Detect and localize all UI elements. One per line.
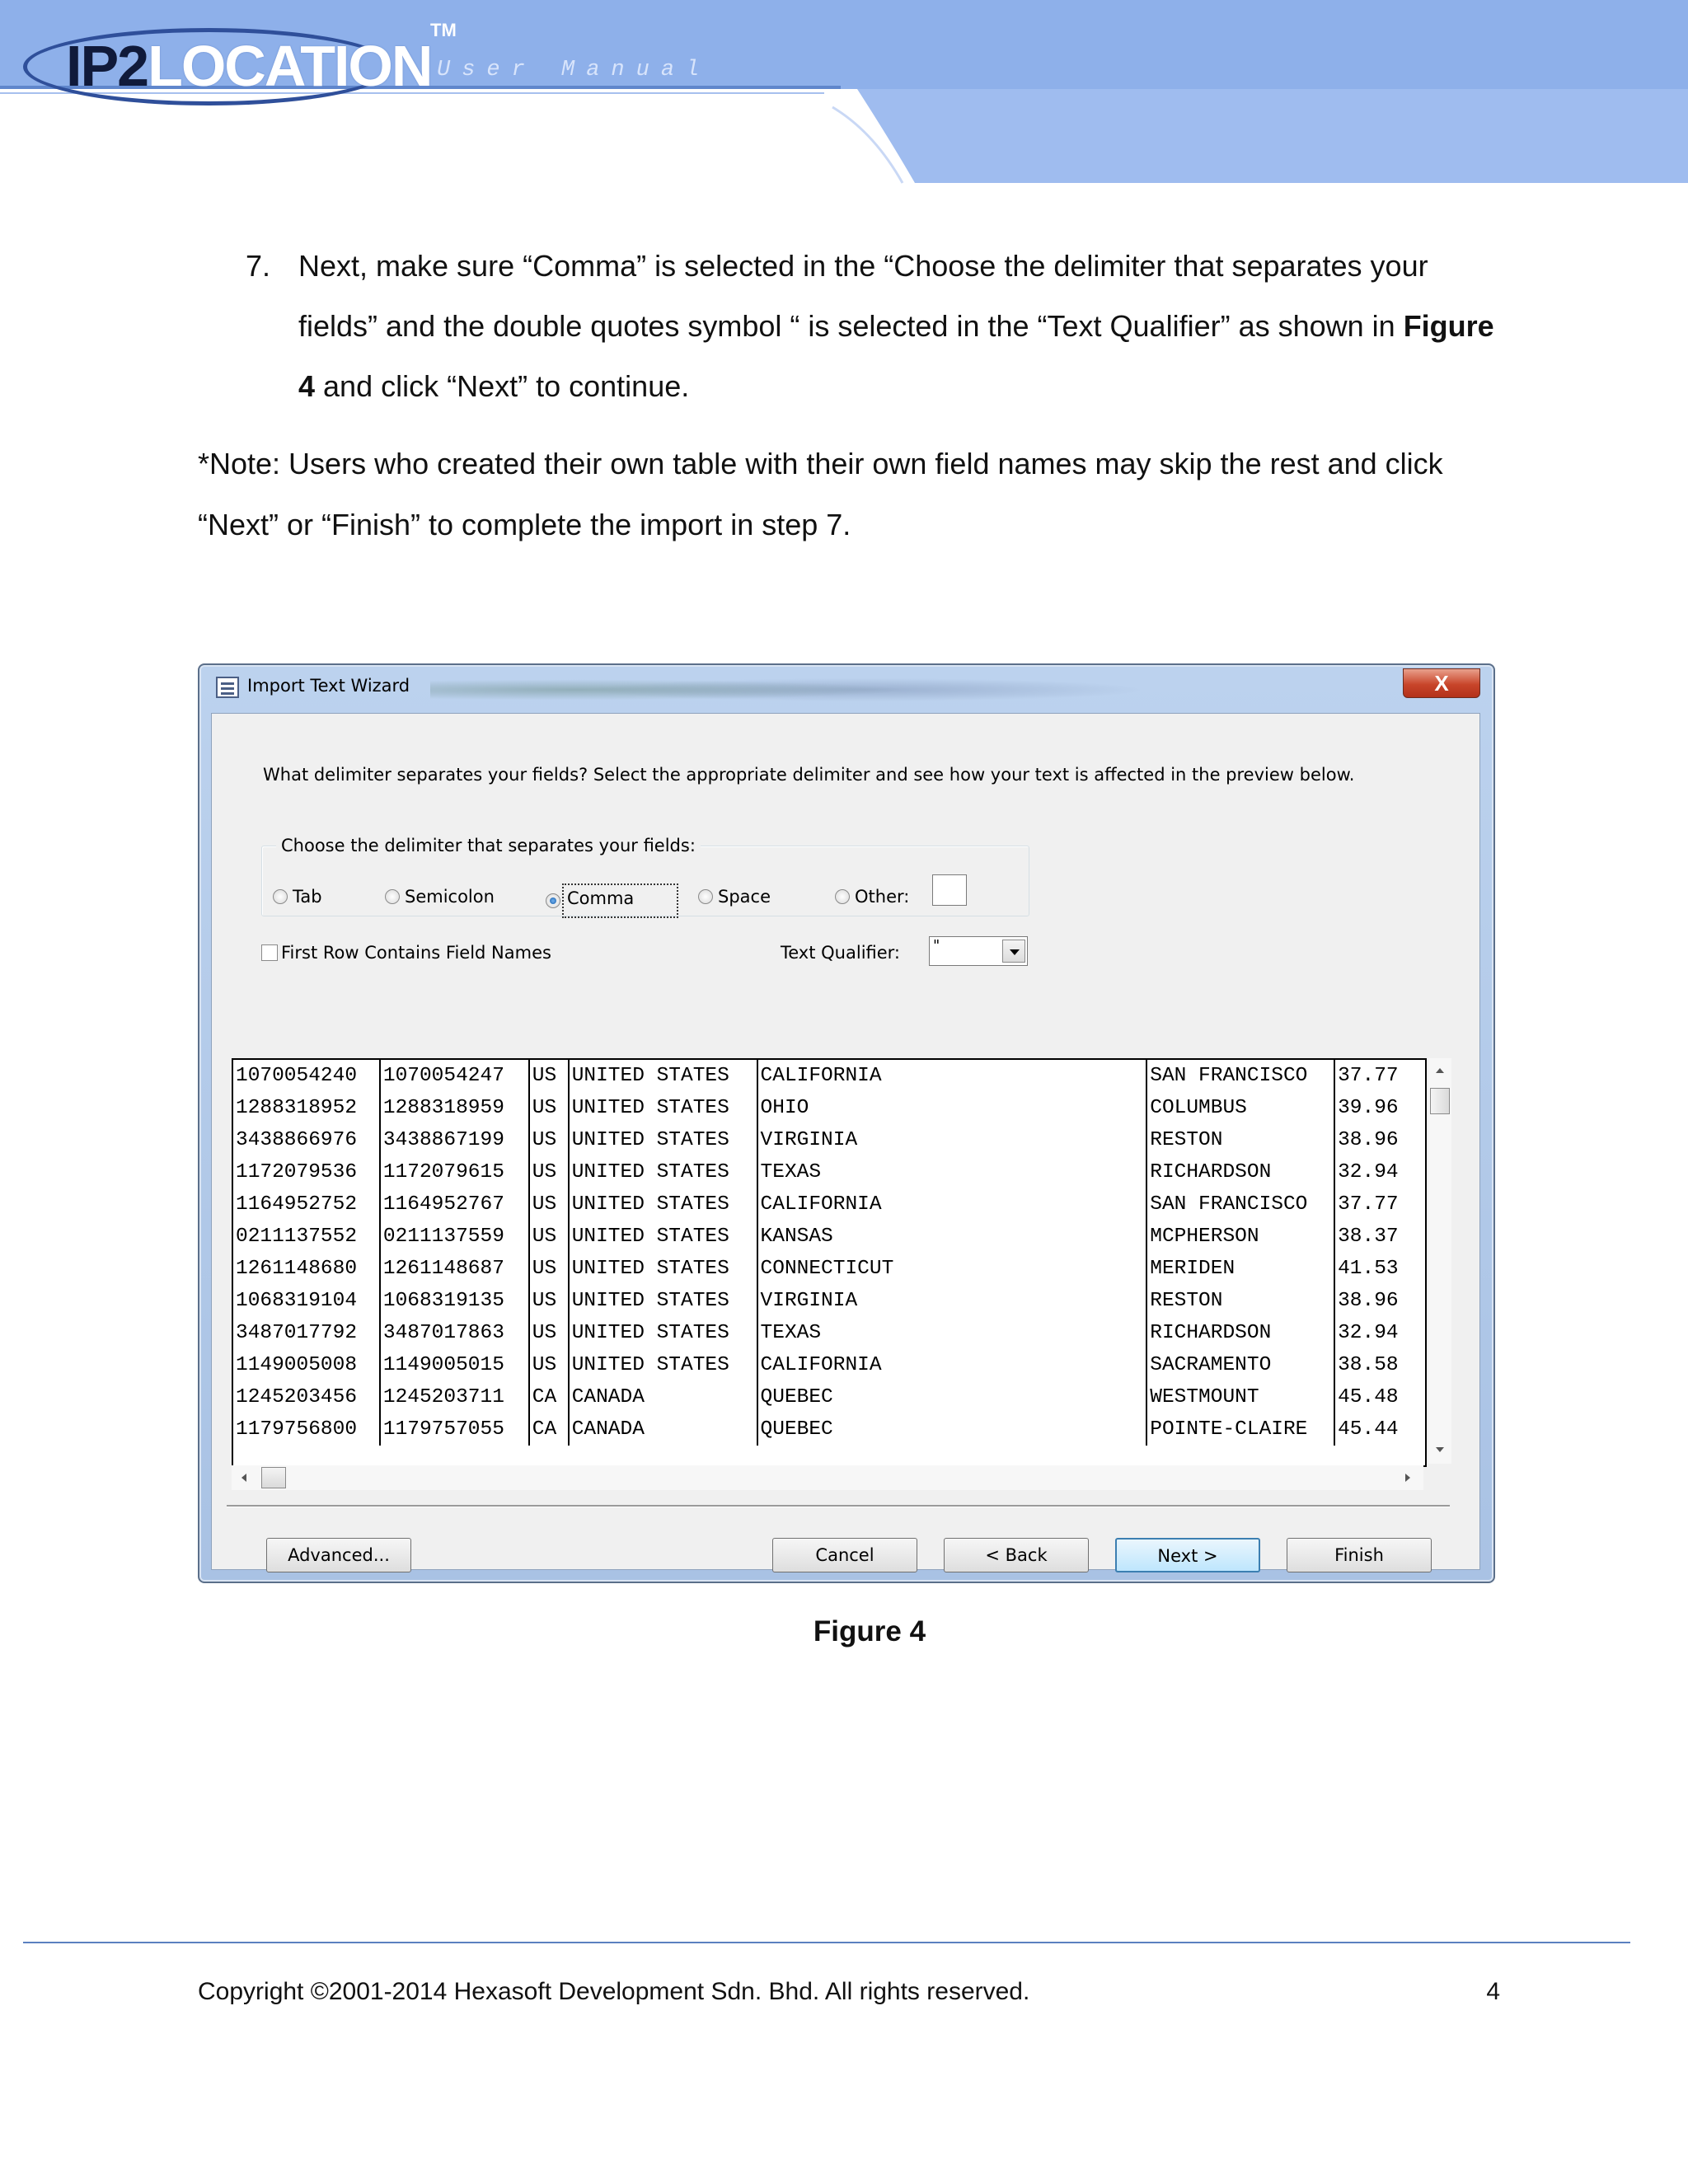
dialog-title: Import Text Wizard — [247, 676, 410, 696]
table-cell: POINTE-CLAIRE — [1146, 1413, 1334, 1446]
table-row — [233, 1221, 1425, 1253]
preview-table — [233, 1060, 1425, 1446]
table-cell: CANADA — [569, 1381, 757, 1413]
text-qualifier-label: Text Qualifier: — [781, 943, 901, 963]
table-cell: 37.77 — [1334, 1188, 1425, 1221]
header-banner — [0, 0, 1688, 190]
table-row — [233, 1349, 1425, 1381]
chevron-down-icon[interactable] — [1002, 940, 1025, 963]
radio-button-icon — [385, 889, 400, 904]
table-cell: 1070054247 — [380, 1060, 529, 1092]
radio-selected-icon — [546, 893, 560, 908]
table-cell: UNITED STATES — [569, 1317, 757, 1349]
first-row-field-names-label: First Row Contains Field Names — [281, 943, 551, 963]
table-cell: 0211137559 — [380, 1221, 529, 1253]
radio-space[interactable] — [698, 887, 771, 907]
table-cell: 1245203456 — [236, 1386, 358, 1408]
cancel-button[interactable]: Cancel — [772, 1538, 917, 1572]
table-cell: US — [529, 1253, 569, 1285]
table-cell: 1172079615 — [380, 1156, 529, 1188]
user-manual-label: User Manual — [437, 58, 711, 82]
table-cell: RICHARDSON — [1146, 1317, 1334, 1349]
logo-trademark: TM — [430, 20, 457, 40]
radio-comma[interactable] — [546, 887, 675, 915]
table-cell: 3438866976 — [236, 1129, 358, 1151]
table-cell: SAN FRANCISCO — [1146, 1060, 1334, 1092]
horizontal-scrollbar[interactable] — [232, 1465, 1423, 1490]
figure-reference: Figure 4 — [298, 309, 1494, 403]
table-cell: 1172079536 — [236, 1161, 358, 1183]
table-row — [233, 1413, 1425, 1446]
table-cell: US — [529, 1124, 569, 1156]
table-cell: 1261148680 — [236, 1258, 358, 1280]
table-cell: 1068319135 — [380, 1285, 529, 1317]
horizontal-scroll-thumb[interactable] — [261, 1467, 286, 1488]
table-cell: UNITED STATES — [569, 1092, 757, 1124]
scroll-right-icon[interactable] — [1405, 1474, 1410, 1482]
table-cell: QUEBEC — [757, 1381, 1147, 1413]
table-cell: KANSAS — [757, 1221, 1147, 1253]
table-cell: CALIFORNIA — [757, 1349, 1147, 1381]
table-row — [233, 1060, 1425, 1092]
table-cell: VIRGINIA — [757, 1124, 1147, 1156]
table-cell: 38.58 — [1334, 1349, 1425, 1381]
ip2location-logo — [18, 12, 457, 98]
button-separator — [227, 1505, 1450, 1507]
table-row — [233, 1092, 1425, 1124]
table-cell: US — [529, 1188, 569, 1221]
table-cell: COLUMBUS — [1146, 1092, 1334, 1124]
page-number: 4 — [1486, 1978, 1500, 2005]
finish-button[interactable]: Finish — [1287, 1538, 1432, 1572]
scroll-up-icon[interactable] — [1436, 1068, 1444, 1073]
scroll-down-icon[interactable] — [1436, 1447, 1444, 1452]
radio-space-label: Space — [718, 887, 771, 907]
table-cell: 32.94 — [1334, 1317, 1425, 1349]
footer-divider — [23, 1942, 1630, 1943]
table-cell: 1164952767 — [380, 1188, 529, 1221]
table-cell: 3487017792 — [236, 1322, 358, 1344]
table-cell: QUEBEC — [757, 1413, 1147, 1446]
table-row — [233, 1156, 1425, 1188]
table-row — [233, 1253, 1425, 1285]
table-cell: CA — [529, 1413, 569, 1446]
table-cell: CONNECTICUT — [757, 1253, 1147, 1285]
table-cell: 1149005008 — [236, 1354, 358, 1376]
logo-ip2: IP2 — [66, 34, 148, 98]
table-cell: 1245203711 — [380, 1381, 529, 1413]
radio-comma-label: Comma — [565, 887, 675, 915]
table-cell: CALIFORNIA — [757, 1060, 1147, 1092]
table-cell: 38.96 — [1334, 1285, 1425, 1317]
table-cell: 38.96 — [1334, 1124, 1425, 1156]
radio-button-icon — [273, 889, 288, 904]
table-cell: US — [529, 1092, 569, 1124]
table-cell: CALIFORNIA — [757, 1188, 1147, 1221]
table-cell: 1179756800 — [236, 1418, 358, 1441]
table-cell: 1164952752 — [236, 1193, 358, 1216]
close-button[interactable]: X — [1403, 668, 1480, 698]
text-qualifier-select[interactable] — [929, 936, 1028, 966]
logo-location: LOCATION — [148, 34, 432, 98]
first-row-field-names-checkbox[interactable] — [261, 943, 551, 963]
blurred-background-window — [430, 672, 1156, 708]
step-text-end: and click “Next” to continue. — [315, 369, 690, 403]
checkbox-icon — [261, 944, 278, 961]
scroll-left-icon[interactable] — [241, 1474, 246, 1482]
table-cell: TEXAS — [757, 1156, 1147, 1188]
other-delimiter-input[interactable] — [932, 874, 967, 906]
table-cell: OHIO — [757, 1092, 1147, 1124]
table-cell: 1261148687 — [380, 1253, 529, 1285]
table-cell: UNITED STATES — [569, 1188, 757, 1221]
table-cell: US — [529, 1221, 569, 1253]
table-cell: 1288318952 — [236, 1097, 358, 1119]
vertical-scroll-thumb[interactable] — [1430, 1088, 1450, 1114]
table-cell: UNITED STATES — [569, 1060, 757, 1092]
table-cell: TEXAS — [757, 1317, 1147, 1349]
table-cell: 3438867199 — [380, 1124, 529, 1156]
table-cell: 3487017863 — [380, 1317, 529, 1349]
radio-tab[interactable] — [273, 887, 322, 907]
table-cell: 0211137552 — [236, 1226, 358, 1248]
table-cell: 37.77 — [1334, 1060, 1425, 1092]
table-cell: 39.96 — [1334, 1092, 1425, 1124]
radio-other-label: Other: — [855, 887, 910, 907]
table-cell: 1288318959 — [380, 1092, 529, 1124]
back-button[interactable]: < Back — [944, 1538, 1089, 1572]
table-cell: RESTON — [1146, 1124, 1334, 1156]
text-qualifier-value: " — [933, 937, 940, 954]
copyright-notice: Copyright ©2001-2014 Hexasoft Development Sdn. Bhd. All rights reserved. — [198, 1978, 1030, 2005]
table-cell: MERIDEN — [1146, 1253, 1334, 1285]
table-cell: 41.53 — [1334, 1253, 1425, 1285]
step-number: 7. — [246, 249, 271, 283]
table-row — [233, 1381, 1425, 1413]
table-cell: MCPHERSON — [1146, 1221, 1334, 1253]
table-cell: CANADA — [569, 1413, 757, 1446]
table-cell: 1068319104 — [236, 1290, 358, 1312]
table-row — [233, 1124, 1425, 1156]
table-cell: WESTMOUNT — [1146, 1381, 1334, 1413]
table-cell: 45.48 — [1334, 1381, 1425, 1413]
radio-semicolon[interactable] — [385, 887, 495, 907]
table-cell: US — [529, 1156, 569, 1188]
table-cell: UNITED STATES — [569, 1349, 757, 1381]
table-cell: RESTON — [1146, 1285, 1334, 1317]
radio-button-icon — [698, 889, 713, 904]
data-preview-grid[interactable] — [232, 1058, 1427, 1467]
table-cell: US — [529, 1060, 569, 1092]
vertical-scrollbar[interactable] — [1428, 1058, 1451, 1464]
import-text-wizard-dialog — [198, 663, 1495, 1583]
table-cell: 45.44 — [1334, 1413, 1425, 1446]
step-text — [298, 236, 1502, 416]
delimiter-group-label: Choose the delimiter that separates your fields: — [276, 836, 701, 855]
table-cell: 38.37 — [1334, 1221, 1425, 1253]
wizard-window-icon — [216, 677, 239, 698]
dialog-titlebar[interactable] — [199, 665, 1493, 710]
table-row — [233, 1317, 1425, 1349]
table-cell: RICHARDSON — [1146, 1156, 1334, 1188]
table-cell: UNITED STATES — [569, 1221, 757, 1253]
radio-other[interactable] — [835, 887, 909, 907]
table-cell: 1070054240 — [236, 1065, 358, 1087]
advanced-button[interactable]: Advanced... — [266, 1538, 411, 1572]
note-paragraph: *Note: Users who created their own table with their own field names may skip the rest and click “Next” or “Finish” to complete the import in step 7. — [198, 447, 1443, 541]
radio-tab-label: Tab — [293, 887, 322, 907]
table-cell: UNITED STATES — [569, 1124, 757, 1156]
table-cell: UNITED STATES — [569, 1253, 757, 1285]
table-row — [233, 1188, 1425, 1221]
delimiter-question: What delimiter separates your fields? Select the appropriate delimiter and see how your text is affected in the preview below. — [263, 765, 1355, 785]
table-cell: 1179757055 — [380, 1413, 529, 1446]
table-cell: UNITED STATES — [569, 1156, 757, 1188]
table-cell: SAN FRANCISCO — [1146, 1188, 1334, 1221]
table-cell: UNITED STATES — [569, 1285, 757, 1317]
radio-button-icon — [835, 889, 850, 904]
table-cell: US — [529, 1285, 569, 1317]
table-cell: 1149005015 — [380, 1349, 529, 1381]
table-cell: CA — [529, 1381, 569, 1413]
table-cell: VIRGINIA — [757, 1285, 1147, 1317]
table-cell: US — [529, 1349, 569, 1381]
figure-caption: Figure 4 — [813, 1615, 926, 1647]
table-row — [233, 1285, 1425, 1317]
step-text-main: Next, make sure “Comma” is selected in the “Choose the delimiter that separates your fields” and the double quotes symbol “ is selected in the “Text Qualifier” as shown in — [298, 249, 1428, 343]
table-cell: SACRAMENTO — [1146, 1349, 1334, 1381]
table-cell: US — [529, 1317, 569, 1349]
table-cell: 32.94 — [1334, 1156, 1425, 1188]
next-button[interactable]: Next > — [1115, 1538, 1260, 1572]
radio-semicolon-label: Semicolon — [405, 887, 495, 907]
dialog-client-area — [211, 713, 1480, 1570]
